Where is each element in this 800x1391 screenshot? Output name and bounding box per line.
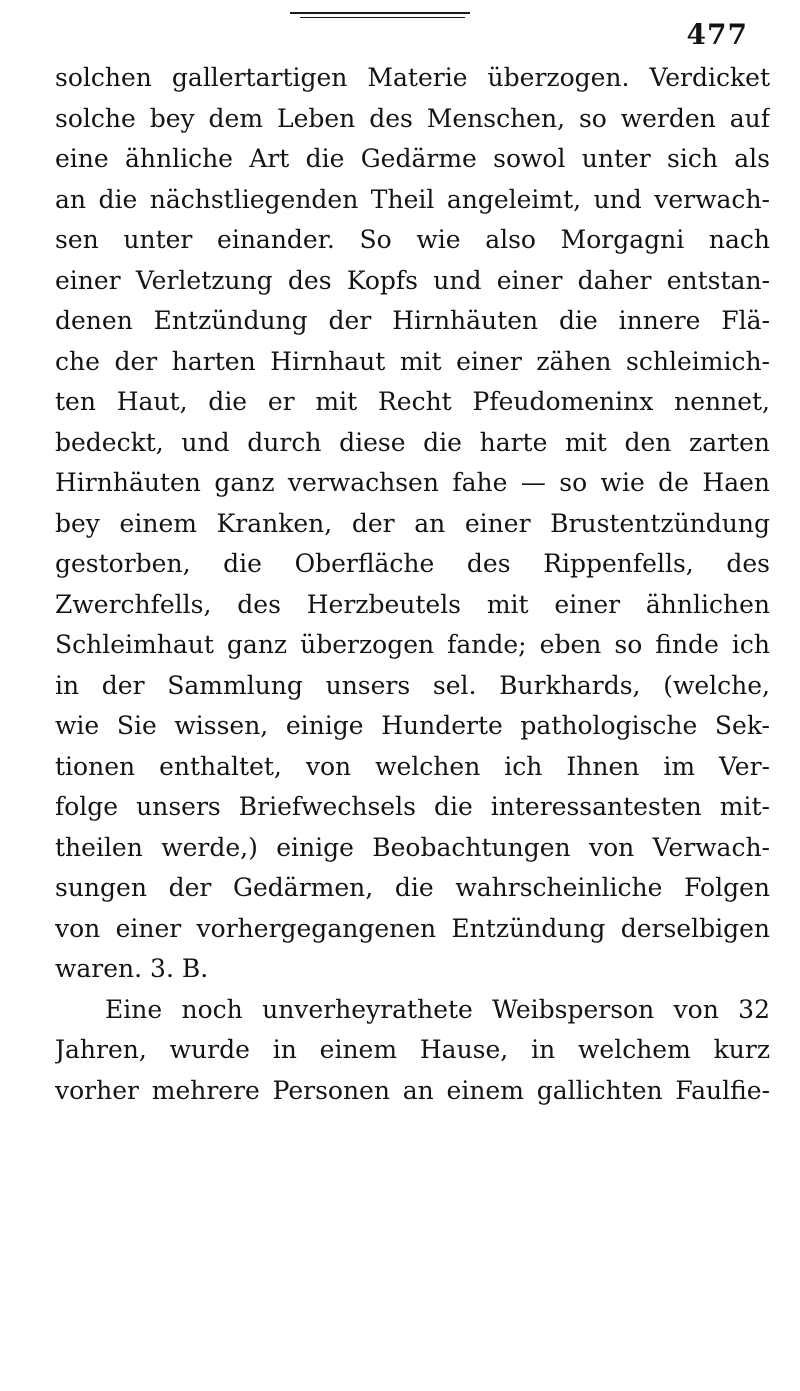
text-line: wie Sie wissen, einige Hunderte pathologische Sek-	[55, 711, 770, 740]
text-line: bey einem Kranken, der an einer Brustentzündung	[55, 508, 770, 538]
text-line: von einer vorhergegangenen Entzündung derselbigen	[55, 913, 770, 943]
text-line: vorher mehrere Personen an einem gallichten Faulfie-	[55, 1075, 770, 1105]
text-line: eine ähnliche Art die Gedärme sowol unter sich als	[55, 144, 770, 173]
text-line: in der Sammlung unsers sel. Burkhards, (welche,	[55, 670, 770, 700]
text-line: Hirnhäuten ganz verwachsen fahe — so wie de Haen	[55, 468, 770, 497]
text-line: solchen gallertartigen Materie überzogen. Verdicket	[55, 63, 770, 92]
text-line: solche bey dem Leben des Menschen, so werden auf	[55, 103, 770, 133]
text-line: Zwerchfells, des Herzbeutels mit einer ähnlichen	[55, 589, 770, 619]
text-line: ten Haut, die er mit Recht Pfeudomeninx nennet,	[55, 387, 770, 416]
text-line: Eine noch unverheyrathete Weibsperson von 32	[105, 994, 770, 1024]
header-rule-thin	[300, 17, 465, 18]
text-line: Jahren, wurde in einem Hause, in welchem kurz	[55, 1035, 770, 1064]
text-line: che der harten Hirnhaut mit einer zähen schleimich-	[55, 346, 770, 376]
text-line: bedeckt, und durch diese die harte mit den zarten	[55, 427, 770, 457]
text-line: tionen enthaltet, von welchen ich Ihnen im Ver-	[55, 751, 770, 781]
text-line: folge unsers Briefwechsels die interessantesten mit-	[55, 792, 770, 821]
text-line: denen Entzündung der Hirnhäuten die innere Flä-	[55, 306, 770, 335]
text-line: sungen der Gedärmen, die wahrscheinliche Folgen	[55, 873, 770, 902]
text-line: an die nächstliegenden Theil angeleimt, und verwach-	[55, 184, 770, 214]
page-number: 477	[686, 18, 748, 51]
text-line: waren. 3. B.	[55, 954, 209, 983]
text-line: theilen werde,) einige Beobachtungen von Verwach-	[55, 832, 770, 862]
body-text	[55, 58, 770, 1111]
text-line: Schleimhaut ganz überzogen fande; eben so finde ich	[55, 630, 770, 659]
text-line: gestorben, die Oberfläche des Rippenfells, des	[55, 549, 770, 578]
text-line: sen unter einander. So wie also Morgagni nach	[55, 225, 770, 254]
text-line: einer Verletzung des Kopfs und einer daher entstan-	[55, 265, 770, 295]
header-rule	[290, 12, 470, 14]
